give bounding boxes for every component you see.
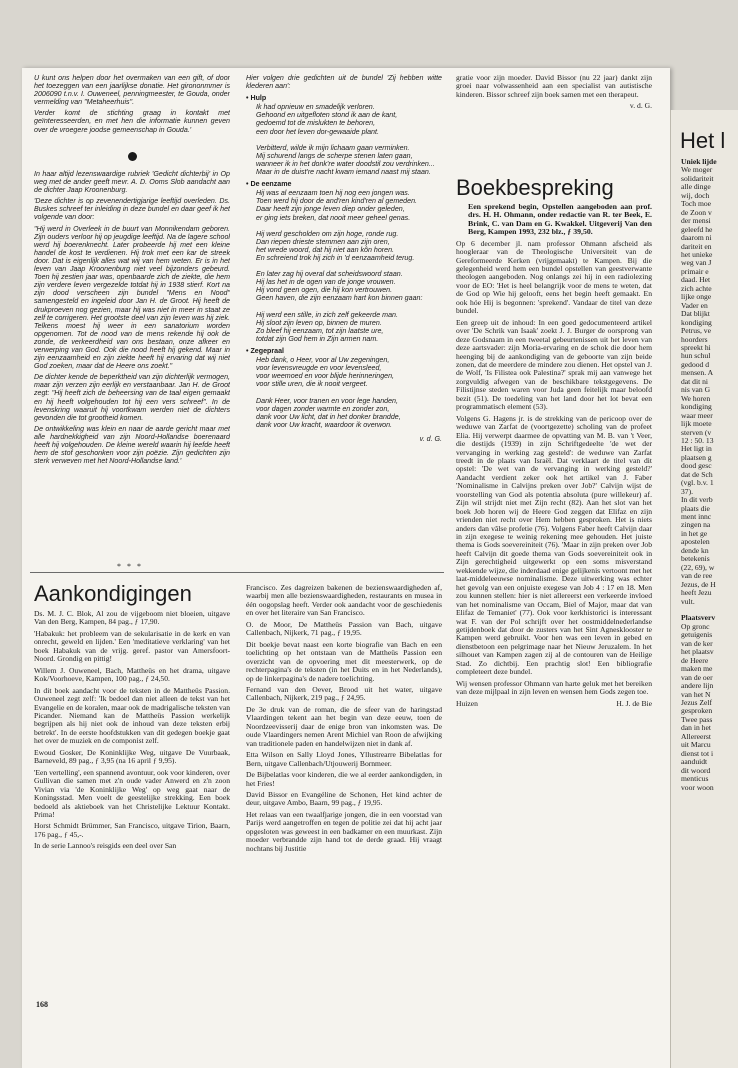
next-page-line: dienst tot i — [681, 748, 714, 758]
announcements-col-1 — [34, 610, 230, 988]
next-page-lines — [671, 158, 738, 792]
next-page-line: dat de Sch — [681, 469, 713, 479]
announcements-heading: Aankondigingen — [34, 581, 192, 606]
next-page-line: voor woon — [681, 782, 714, 792]
next-page-edge — [670, 110, 738, 1068]
next-page-line: het plaatsv — [681, 647, 714, 657]
announcements-col-2 — [246, 584, 442, 988]
next-page-line: Het ligt in — [681, 444, 712, 454]
next-page-line: dat dit ni — [681, 376, 708, 386]
paragraph: De 3e druk van de roman, die de sfeer van de haringstad Vlaardingen tekent aan het begin van deze eeuw, toen de Noordzeevisserij daar de enige bron van inkomsten was. De oude Vlaardingers nemen Arent Michiel van Roon de afwijking van traditionele paden en handelwijzen niet in dank af. — [246, 704, 442, 748]
poem-text: Heb dank, o Heer, voor al Uw zegeningen, voor levensvreugde en voor levensleed, voor weemoed en voor blijde herinneringen, voor stille uren, die ik nooit vergeet. Dank Heer, voor tranen en voor lege handen, voor dagen zonder warmte en zonder zon, dank voor Uw licht, dat in het donker brandde, dank voor Uw kracht, waardoor ik overwon. — [256, 356, 401, 429]
poems-intro: Hier volgen drie gedichten uit de bundel 'Zij hebben witte klederen aan': — [246, 74, 442, 91]
next-page-line: heeft Jezu — [681, 588, 712, 598]
next-page-title: Het l — [680, 128, 726, 153]
next-page-line: het unieke — [681, 249, 713, 259]
next-page-line: In dit verb — [681, 495, 713, 505]
paragraph: Dit boekje bevat naast een korte biografie van Bach en een toelichting op het ontstaan van de Mattheüs Passion een overzicht van de opvoering met dit meesterwerk, op de rechterpagina's de teksten (in het Duits en in het Nederlands), op de linkerpagina's de nadere toelichting. — [246, 639, 442, 683]
paragraph: Wij wensen professor Ohmann van harte geluk met het bereiken van deze mijlpaal in zijn leven en wensen hem Gods zegen toe. — [456, 678, 652, 697]
paragraph: In haar altijd lezenswaardige rubriek 'Gedicht dichterbij' in Op weg met de ander geeft mevr. A. D. Ooms Slob aandacht aan de dichter Jaap Kroonenburg. — [34, 170, 230, 195]
next-page-line: zich achte — [681, 283, 712, 293]
paragraph: "Hij werd in Overleek in de buurt van Monnikendam geboren. Zijn ouders verloor hij op jeugdige leeftijd. Na de lagere school werd hij boerenknecht. Later probeerde hij met een kleine handel de kost te verdienen. Hij trok met een kar de streek door. Dat is eigenlijk alles wat wij van hem weten. Er is in het leven van Jaap Kroonenburg niet veel bijzonders gebeurd. Toen hij zestien jaar was, openbaarde zich de ziekte, die hem zijn verdere leven vergezelde totdat hij in 1938 stierf. Kort na zijn dood verscheen zijn bundel "Mens en Nood" samengesteld en ingeleid door Jan H. de Groot. Hij heeft de drukproeven nog gezien, maar hij was niet in meer in staat ze zelf te corrigeren. Het grootste deel van zijn leven was hij ziek. Telkens moest hij weer in een sanatorium worden opgenomen. Tot de nood van de mens rekende hij ook de zonde, de verkeerdheid van ons bestaan, onze afkeer en verwerping van God. Ook die nood heeft hij gekend. Maar in zijn eenzaamheid en zijn ziekte heeft hij ervaring dat wij niet God zoeken, maar dat de Heere ons zoekt." — [34, 224, 230, 371]
next-page-line: de Heere — [681, 655, 709, 665]
paragraph: Ds. M. J. C. Blok, Al zou de vijgeboom niet bloeien, uitgave Van den Berg, Kampen, 84 pag., ƒ 17,90. — [34, 610, 230, 627]
poem-title: • Hulp — [246, 94, 267, 103]
review-heading: Boekbespreking — [456, 176, 614, 200]
next-page-line: van het N — [681, 689, 711, 699]
paragraph: Een greep uit de inhoud: In een goed gedocumenteerd artikel over 'De Schrik van Isaak' zoekt J. J. Burger de oorsprong van deze Godsnaam in een tweetal gebeurtenissen uit het leven van deze aartsvader: zijn Moria-ervaring en de schok die door hem heenging bij de aankondiging van de geboorte van zijn beide zonen, dat de meerdere de mindere zou dienen. Het opstel van J. de Wolf, 'Is Filistea ook Palestina?' sprak mij aan vanwege het zorgvuldig afwegen van de beschikbare tekstgegevens. De Filistijnse steden waren voor Juda geen feitelijk maar beloofd bezit (51). De toedeling van het land door het lot bevat een programmatisch element (53). — [456, 317, 652, 412]
next-page-line: wij, doch — [681, 190, 710, 200]
next-page-line: sterven (v — [681, 427, 712, 437]
signature-author: H. J. de Bie — [616, 698, 652, 708]
next-page-line: Jezus Zelf — [681, 698, 712, 707]
review-section — [456, 176, 652, 986]
next-page-line: solidariteit — [681, 173, 714, 183]
paragraph: O. de Moor, De Mattheüs Passion van Bach, uitgave Callenbach, Nijkerk, 71 pag., ƒ 19,95. — [246, 619, 442, 638]
review-lead: Een sprekend begin, Opstellen aangeboden aan prof. drs. H. H. Ohmann, onder redactie van R. ter Beek, E. Brink, C. van Dam en G. Kwakkel. Uitgeverij Van den Berg, Kampen 1993, 232 blz., ƒ 39,50. — [468, 202, 652, 237]
next-page-line: daarom ni — [681, 233, 712, 243]
paragraph: Fernand van den Oever, Brood uit het water, uitgave Callenbach, Nijkerk, 219 pag., ƒ 24,95. — [246, 684, 442, 703]
paragraph: In de serie Lannoo's reisgids een deel over San — [34, 841, 177, 851]
paragraph: In dit boek aandacht voor de teksten in de Mattheüs Passion. Ouweneel zegt zelf: 'Ik bedoel dan niet alleen de tekst van het Evangelie en de koralen, maar ook de madrigalische teksten van Picander. Niemand kan de Mattheüs Passion werkelijk begrijpen als hij niet ook de inhoud van deze teksten erbij betrekt'. In de eerste hoofdstukken van dit gedegen boekje gaat het over de muziek en de componist zelf. — [34, 685, 230, 746]
next-page-line: primair e — [681, 266, 709, 276]
next-page-line: nis van G — [681, 385, 711, 395]
next-page-line: mensen. A — [681, 368, 714, 378]
next-page-line: weg van J — [681, 258, 712, 268]
paragraph: Op 6 december jl. nam professor Ohmann afscheid als hoogleraar van de Theologische Universiteit van de Gereformeerde Kerken (vrijgemaakt) te Kampen. Bij die gelegenheid werd hem een bundel opstellen van geestverwante theologen aangeboden. Nog onlangs zei hij in een radiolezing voor de EO: 'Het is heel belangrijk voor de mens te weten, dat de God op Wie hij gelooft, eens het begin heeft gemaakt. En ook hóe Hij is begonnen: 'sprekend'. Vandaar de titel van deze bundel. — [456, 238, 652, 316]
paragraph: De ontwikkeling was klein en naar de aarde gericht maar met alle hardnekkigheid van zijn Noord-Hollandse boerenaard heeft hij volgehouden. De kleine wereld waarin hij leefde heeft hem de stof geschonken voor zijn poëzie. Zijn gedichten zijn sterk verweven met het Noord-Hollandse land.' — [34, 424, 230, 466]
paragraph: 'Deze dichter is op zevenendertigjarige leeftijd overleden. Ds. Buskes schreef ter inleiding in deze bundel en daar geef ik het volgende van door: — [34, 197, 230, 222]
next-page-line: andere lijn — [681, 681, 714, 691]
next-page-line: (vgl. b.v. 1 — [681, 478, 714, 488]
next-page-line: We horen — [681, 393, 711, 403]
next-page-line: Jezus, de H — [681, 579, 716, 589]
next-page-line: Twee pass — [681, 714, 713, 724]
next-page-line: in het ge — [681, 528, 708, 538]
next-page-line: 37). — [681, 486, 694, 496]
section-divider — [30, 572, 444, 573]
next-page-line: We moger — [681, 165, 713, 175]
next-page-line: Toch moe — [681, 199, 712, 209]
poem-title: • Zegepraal — [246, 347, 284, 355]
next-page-line: 12 : 50. 13 — [681, 435, 714, 445]
next-page-line: plaats die — [681, 503, 710, 513]
next-page-line: aanduidt — [681, 757, 708, 767]
paragraph: De dichter kende de beperktheid van zijn dichterlijk vermogen, maar zijn verzen zijn eerlijk en verstaanbaar. Jan H. de Groot zegt: "Hij heeft zich de beheersing van de taal eigen gemaakt en hij heeft volgehouden tot hij een vers schreef". In de levenskring waaruit hij voortkwam werden niet de dichters gevonden die tot grootheid komen. — [34, 373, 230, 422]
next-page-line: Op gronc — [681, 621, 710, 631]
next-page-line: dende kn — [681, 545, 709, 555]
next-page-line: kondiging — [681, 317, 712, 327]
next-page-line: dit woord — [681, 765, 711, 775]
paragraph: Horst Schmidt Brümmer, San Francisco, uitgave Tirion, Baarn, 176 pag., ƒ 45,-. — [34, 821, 230, 839]
next-page-line: geleefd he — [681, 224, 713, 234]
next-page-line: hun schul — [681, 351, 711, 361]
next-page-line: uit Marcu — [681, 740, 711, 750]
paragraph: Ewoud Gosker, De Koninklijke Weg, uitgave De Vuurbaak, Barneveld, 89 pag., ƒ 3,95 (na 16 april ƒ 9,95). — [34, 747, 230, 766]
paragraph: Volgens G. Hagens jr. is de strekking van de pericoop over de weduwe van Zarfat de (voortgezette) scholing van de profeet Elia. Hij verwerpt daarmee de opvatting van M. B. van 't Veer, die destijds (1939) in zijn Schriftgedeelte 'de wet der vervanging in werking zag gesteld': de weduwe van Zarfat treedt in de plaats van Israël. Dat verklaart de titel van dit opstel: 'De wet van de vervanging in werking gesteld?' Aandacht verdient zeker ook het artikel van J. Faber 'Nominalisme in Calvijns preken over Job?' Calvijn wijst de voorstelling van God als potentia absoluta (pure willekeur) af. Zijn wil strijdt niet met Zijn recht (82). Aan het slot van het boek Job horen wij de Heere God zeggen dat Elifaz en zijn vrienden niet recht over Hem hebben gesproken. Het is niets anders dan vâlse profetie (76). Volgens Faber heeft Calvijn daar in zijn exegese te weinig rekening mee gehouden. Het juiste thema is Gods soevereiniteit (76). 'Maar in zijn preken over Job heeft Calvijn dit goede thema van Gods soevereiniteit ook in Zijn gerechtigheid uitgewerkt op een soms misverstand wekkende wijze, die inderdaad enige gelijkenis vertoont met het laat-middeleeuwse nominalisme. Deze uitwerking was echter het gevolg van een onjuiste exegese van Job 4 : 17 en 18. Men zou kunnen stellen: hier is niet allereerst een verkeerde invloed van het nominalisme van Occam, Biel of Major, maar dat van Elifaz de Temaniet' (77). Ook voor kerkhistorici is interessant wat F. van der Pol schrijft over het oostmiddelnederlandse getijdenboek dat door de zusters van het Sint Agnesklooster te Kampen werd gebruikt. Voor hen was een leven in gebed en dienstbetoon een pelgrimage naar het Nieuw Jeruzalem. In het silhouet van Kampen zagen zij al de contouren van de Heilige Stad. Zo dichtbij. Een prachtig slot! Een bibliografie completeert deze bundel. — [456, 413, 652, 677]
next-page-line: kondiging — [681, 402, 712, 412]
signature: v. d. G. — [419, 434, 442, 443]
paragraph: 'Habakuk: het probleem van de sekularisatie in de kerk en van onrecht, geweld en lijden.' Een 'meditatieve verklaring' van het boek Habakuk van de vrijg. geref. pastor van Amersfoort-Noord. Grondig en pittig! — [34, 628, 230, 664]
column-2-poems — [246, 74, 442, 544]
next-page-line: hoorders — [681, 334, 708, 344]
section-stars: * * * — [117, 562, 143, 571]
paragraph: U kunt ons helpen door het overmaken van een gift, of door het toezeggen van een jaarlijkse donatie. Het girononmmer is 2006090 t.n.v. I. Ouweneel, penningmeester, te Gouda, onder vermelding van "Metaheerhuis". — [34, 74, 230, 107]
next-page-line: apostelen — [681, 537, 710, 547]
bullet-dot — [128, 152, 137, 161]
next-page-line: daad. Het — [681, 275, 711, 285]
next-page-line: plaatsen g — [681, 452, 712, 462]
next-page-line: der mensi — [681, 216, 711, 226]
signature: v. d. G. — [629, 101, 652, 111]
next-page-line: zingen na — [681, 520, 711, 530]
paragraph: David Bissor en Evangéline de Schonen, Het kind achter de deur, uitgave Ambo, Baarn, 99 pag., ƒ 19,95. — [246, 789, 442, 808]
paragraph: Etta Wilson en Sally Lloyd Jones, Yllustrearre Bibelatlas for Bern, uitgave Callenbach/Utjouwerij Bornmeer. — [246, 750, 442, 768]
next-page-line: dood gesc — [681, 461, 712, 471]
review-signature — [456, 700, 652, 708]
poem-title: • De eenzame — [246, 180, 292, 189]
next-page-line: dariteit en — [681, 241, 712, 251]
next-page-line: van de ker — [681, 638, 713, 648]
next-page-line: de Zoon v — [681, 207, 712, 217]
poem-text: Hij was al eenzaam toen hij nog een jongen was. Toen werd hij door de and'ren kind'ren al gemeden. Daar heeft zijn jonge leven diep onder geleden, er ging iets breken, dat nooit meer geheel genas. Hij werd gescholden om zijn hoge, ronde rug. Dan riepen driestе stemmen aan zijn oren, het wrede woord, dat hij niet aan kôn horen. En schreiend trok hij zich in 'd eenzaamheid terug. En later zag hij overal dat scheidswoord staan. Hij las het in de ogen van de jonge vrouwen. Hij vond geen ogen, die hij kon vertrouwen. Geen haven, die zijn eenzaam hart kon binnen gaan: Hij werd een stille, in zich zelf gekeerde man. Hij sloot zijn leven op, binnen de muren. Zo bleef hij eenzaam, tot zijn laatste ure, totdat zijn God hem in Zijn armen nam. — [256, 189, 423, 343]
column-1-article — [34, 170, 230, 558]
next-page-line: gesproken — [681, 706, 713, 716]
page-number: 168 — [36, 1000, 48, 1009]
next-page-line: (22, 69), w — [681, 562, 715, 572]
next-page-line: alle dinge — [681, 182, 711, 192]
next-page-line: Allereerst — [681, 731, 711, 741]
paragraph: Het relaas van een twaalfjarige jongen, die in een voorstad van Parijs werd aangetroffen en tegen de politie zei dat hij acht jaar opgesloten was geweest in een badkamer en een muurkast. Zijn moeder verbrandde zijn hand tot de derde graad. Hij vraagt nochtans bij Justitie — [246, 809, 442, 853]
paragraph: gratie voor zijn moeder. David Bissor (nu 22 jaar) dankt zijn groei naar volwassenheid aan een specialist van autistische kinderen. Bissor schreef zijn boek samen met een therapeut. — [456, 74, 652, 99]
paragraph: Verder komt de stichting graag in kontakt met geïnteresseerden, en met hen die informatie kunnen geven over de vroegere joodse gemeenschap in Gouda.' — [34, 109, 230, 134]
signature-place: Huizen — [456, 698, 478, 708]
paragraph: De Bijbelatlas voor kinderen, die we al eerder aankondigden, in het Fries! — [246, 770, 442, 788]
next-page-line: vult. — [681, 596, 695, 606]
next-page-line: maken me — [681, 664, 713, 674]
next-page-line: lijke onge — [681, 292, 712, 302]
next-page-line: lijk moete — [681, 419, 712, 429]
next-page-line: Petrus, ve — [681, 326, 711, 336]
next-page-line: Plaatsverv — [681, 613, 716, 623]
column-3-top — [456, 74, 652, 132]
next-page-line: van de oer — [681, 672, 713, 682]
next-page-line: getuigenis — [681, 630, 713, 640]
next-page-line: van de ree — [681, 571, 713, 581]
next-page-line: Dat blijkt — [681, 309, 710, 319]
next-page-line: Uniek lijde — [681, 157, 717, 166]
paragraph: Francisco. Zes dagreizen bakenen de bezienswaardigheden af, waarbij men alle bezienswaardigheden, restaurants en musea in één oogopslag heeft. Verder ook aandacht voor de geschiedenis en over het literaire van San Francisco. — [246, 584, 442, 618]
next-page-line: Vader en — [681, 300, 708, 310]
column-1-top — [34, 74, 230, 144]
paragraph: 'Een vertelling', een spannend avontuur, ook voor kinderen, over Gullivan die samen met z'n oude vader Anwerd en z'n zoon Vivian via 'de Koninklijke Weg' op weg gaat naar de Koningsstad. Men voelt de geestelijke strekking. Een boek bedoeld als aktieboek van het Christelijke Lektuur Kontakt. Prima! — [34, 767, 230, 819]
next-page-line: waar meer — [681, 410, 713, 420]
next-page-line: ment innc — [681, 512, 712, 522]
next-page-line: menticus — [681, 774, 709, 784]
next-page-line: betekenis — [681, 554, 710, 564]
next-page-line: gedood d — [681, 359, 710, 369]
poem-text: Ik had opnieuw en smadelijk verloren. Gehoond en uitgefloten stond ik aan de kant, gedoemd tot de mislukten te behoren, een door het leven dor-gewaaide plant. Verbitterd, wilde ik mijn lichaam gaan verminken. Mij schurend langs de scherpe stenen laten gaan, wanneer ik in het donk're water doodstil zou verdrinken... Maar in de duist're nacht kwam iemand naast mij staan. — [256, 103, 435, 177]
next-page-line: spreekt hi — [681, 342, 711, 352]
next-page-line: dan in het — [681, 723, 711, 733]
paragraph: Willem J. Ouweneel, Bach, Mattheüs en het drama, uitgave Kok/Voorhoeve, Kampen, 100 pag., ƒ 24,50. — [34, 665, 230, 684]
